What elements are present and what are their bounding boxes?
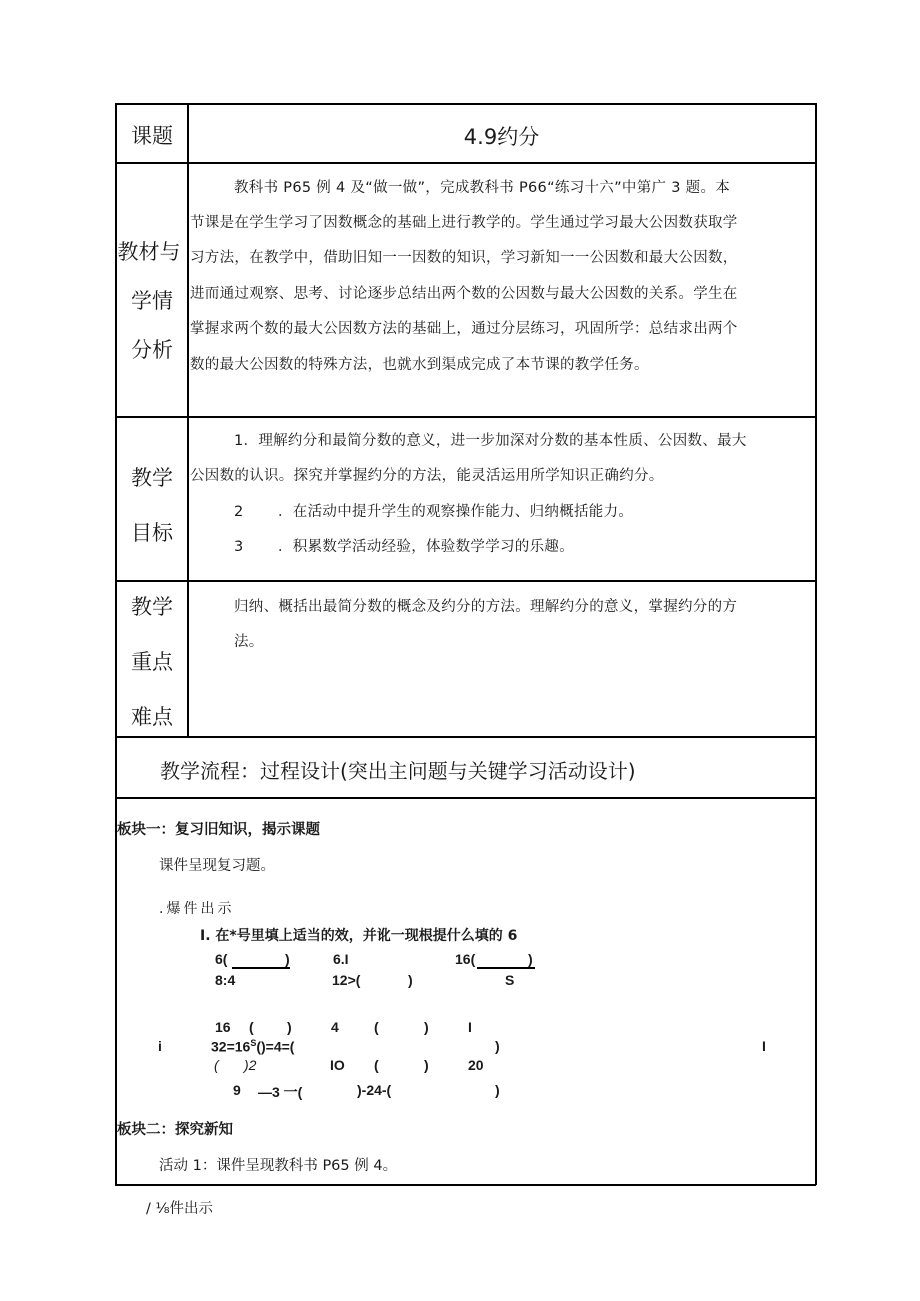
objective-3-number: 3: [234, 539, 244, 555]
block1-line-2: .爆件出示: [159, 901, 235, 917]
materials-label-2: 学情: [131, 289, 173, 313]
block1-line-3: I. 在*号里填上适当的效，并讹一现根提什么填的 6: [200, 928, 518, 944]
math-r3g: I: [468, 1019, 472, 1035]
math-r1a: 6(: [215, 951, 228, 967]
row-divider-1: [115, 162, 816, 164]
math-r6b: —3 一(: [258, 1084, 303, 1100]
materials-line-6: 数的最大公因数的特殊方法，也就水到渠成完成了本节课的教学任务。: [190, 357, 649, 373]
math-r5d: (: [374, 1057, 379, 1073]
math-r4a: i: [158, 1038, 162, 1054]
keypoints-line-1: 归纳、概括出最简分数的概念及约分的方法。理解约分的意义，掌握约分的方: [234, 599, 738, 615]
math-r1-underline-2: [477, 967, 535, 969]
math-r1b: ): [285, 951, 290, 967]
row-divider-5: [115, 797, 816, 799]
row-divider-3: [115, 580, 816, 582]
block2-activity: 活动 1：课件呈现教科书 P65 例 4。: [159, 1158, 398, 1174]
table-border-bottom: [115, 1184, 816, 1186]
col-divider: [187, 103, 189, 736]
math-r2c: ): [408, 972, 413, 988]
objective-1-line-1: 1．理解约分和最简分数的意义，进一步加深对分数的基本性质、公因数、最大: [234, 433, 747, 449]
objective-2-text: ．在活动中提升学生的观察操作能力、归纳概括能力。: [278, 504, 634, 520]
row-divider-2: [115, 416, 816, 418]
block1-heading: 板块一：复习旧知识，揭示课题: [117, 822, 320, 838]
math-r3d: 4: [331, 1019, 339, 1035]
materials-label-3: 分析: [131, 338, 173, 362]
math-r6a: 9: [233, 1082, 241, 1098]
math-r1d: 16(: [455, 951, 476, 967]
block1-line-1: 课件呈现复习题。: [159, 858, 275, 874]
math-r3a: 16: [215, 1019, 231, 1035]
objective-2-number: 2: [234, 504, 244, 520]
materials-line-1: 教科书 P65 例 4 及“做一做”，完成教科书 P66“练习十六”中第广 3 题。本: [234, 180, 731, 196]
math-r1e: ): [528, 951, 533, 967]
math-r3f: ): [424, 1019, 429, 1035]
objective-1-line-2: 公因数的认识。探究并掌握约分的方法，能灵活运用所学知识正确约分。: [190, 468, 664, 484]
keypoints-label-2: 重点: [131, 650, 173, 674]
keypoints-label-3: 难点: [131, 705, 173, 729]
math-r5c: IO: [330, 1057, 345, 1073]
math-r4b: $32=16^S()=4=$(: [211, 1038, 295, 1055]
objectives-label-1: 教学: [131, 466, 173, 490]
math-r4e: I: [762, 1038, 766, 1054]
math-r6d: ): [495, 1082, 500, 1098]
math-r2a: 8:4: [215, 972, 236, 988]
math-r6c: )-24-(: [357, 1082, 392, 1098]
math-r1-underline-1: [232, 967, 290, 969]
math-r1c: 6.I: [333, 951, 349, 967]
keypoints-label-1: 教学: [131, 595, 173, 619]
math-r5b: )2: [244, 1057, 257, 1073]
math-r5e: ): [424, 1057, 429, 1073]
topic-label: 课题: [131, 124, 173, 148]
materials-label-1: 教材与: [117, 240, 181, 264]
math-r4d: ): [495, 1038, 500, 1054]
objective-3-text: ．积累数学活动经验，体验数学学习的乐趣。: [278, 539, 574, 555]
materials-line-3: 习方法，在教学中，借助旧知一一因数的知识，学习新知一一公因数和最大公因数，: [190, 250, 738, 266]
keypoints-line-2: 法。: [234, 634, 264, 650]
objectives-label-2: 目标: [131, 521, 173, 545]
math-r3e: (: [374, 1019, 379, 1035]
math-r5a: (: [214, 1057, 219, 1073]
materials-line-4: 进而通过观察、思考、讨论逐步总结出两个数的公因数与最大公因数的关系。学生在: [190, 286, 738, 302]
row-divider-4: [115, 736, 816, 738]
table-border-right: [815, 103, 817, 1185]
block2-heading: 板块二：探究新知: [117, 1122, 233, 1138]
footer-note: / ⅛件出示: [146, 1201, 214, 1217]
math-r2b: 12>(: [332, 972, 361, 988]
math-r5f: 20: [468, 1057, 484, 1073]
flow-title: 教学流程：过程设计(突出主问题与关键学习活动设计): [160, 759, 636, 783]
math-r3c: ): [287, 1019, 292, 1035]
math-r2d: S: [505, 972, 515, 988]
materials-line-5: 掌握求两个数的最大公因数方法的基础上，通过分层练习，巩固所学：总结求出两个: [190, 321, 738, 337]
materials-line-2: 节课是在学生学习了因数概念的基础上进行教学的。学生通过学习最大公因数获取学: [190, 215, 738, 231]
math-r3b: (: [249, 1019, 254, 1035]
table-border-top: [115, 103, 816, 105]
lesson-title: 4.9约分: [463, 125, 540, 149]
